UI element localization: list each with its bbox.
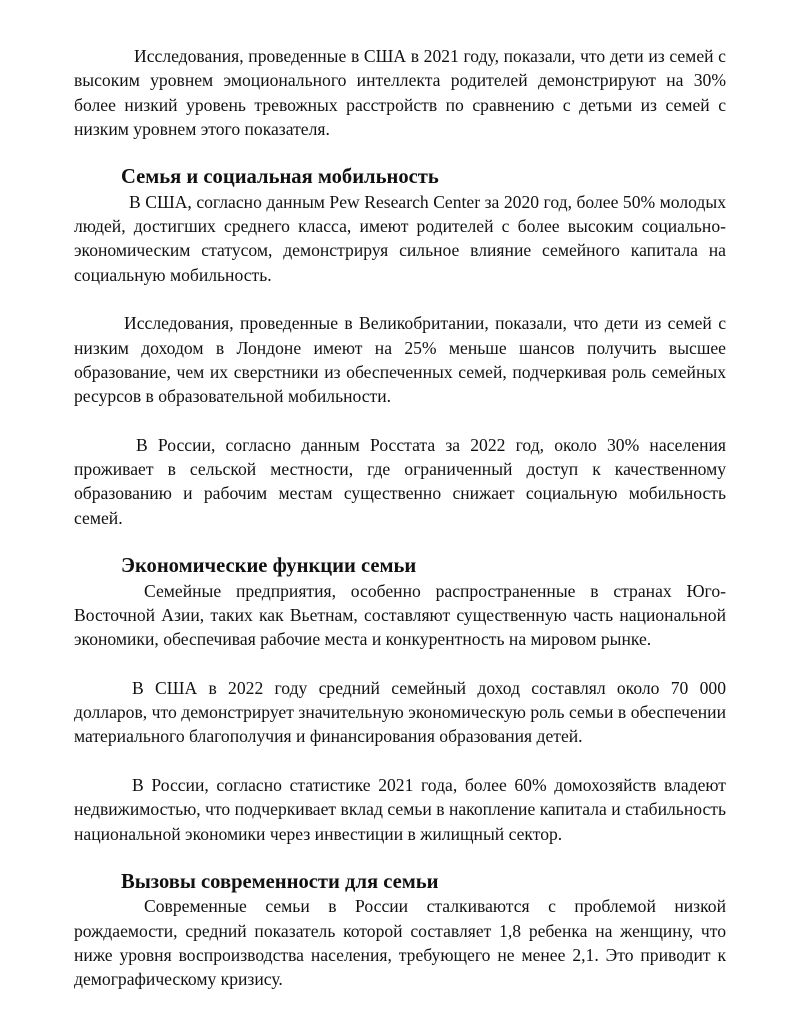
heading-modern-challenges: Вызовы современности для семьи (121, 871, 439, 894)
paragraph-usa-income: В США в 2022 году средний семейный доход составлял около 70 000 долларов, что демонстрирует значительную экономическую роль семьи в обеспечении материального благополучия и финансирования образования детей. (74, 677, 726, 747)
paragraph-emotional-intelligence: Исследования, проведенные в США в 2021 году, показали, что дети из семей с высоким уровнем эмоционального интеллекта родителей демонстрируют на 30% более низкий уровень тревожных расстройств по сравнению с детьми из семей с низким уровнем этого показателя. (74, 46, 726, 139)
paragraph-family-business: Семейные предприятия, особенно распространенные в странах Юго-Восточной Азии, таких как Вьетнам, составляют существенную часть национальной экономики, обеспечивая рабочие места и конкурентность на мировом рынке. (74, 580, 726, 650)
document-page (74, 44, 726, 992)
heading-economic-functions: Экономические функции семьи (121, 555, 417, 578)
paragraph-uk-income: Исследования, проведенные в Великобритании, показали, что дети из семей с низким доходом в Лондоне имеют на 25% меньше шансов получить высшее образование, чем их сверстники из обеспеченных семей, подчеркивая роль семейных ресурсов в образовательной мобильности. (74, 313, 726, 407)
paragraph-russia-property: В России, согласно статистике 2021 года, более 60% домохозяйств владеют недвижимостью, что подчеркивает вклад семьи в накопление капитала и стабильность национальной экономики через инвестиции в жилищный сектор. (74, 774, 726, 844)
heading-social-mobility: Семья и социальная мобильность (121, 166, 439, 189)
paragraph-russia-rural: В России, согласно данным Росстата за 2022 год, около 30% населения проживает в сельской местности, где ограниченный доступ к качественному образованию и рабочим местам существенно снижает социальную мобильность семей. (74, 434, 726, 528)
paragraph-birth-rate: Современные семьи в России сталкиваются с проблемой низкой рождаемости, средний показатель которой составляет 1,8 ребенка на женщину, что ниже уровня воспроизводства населения, требующего не менее 2,1. Это приводит к демографическому кризису. (74, 896, 726, 990)
paragraph-usa-pew: В США, согласно данным Pew Research Center за 2020 год, более 50% молодых людей, достигших среднего класса, имеют родителей с более высоким социально-экономическим статусом, демонстрируя сильное влияние семейного капитала на социальную мобильность. (74, 191, 726, 285)
